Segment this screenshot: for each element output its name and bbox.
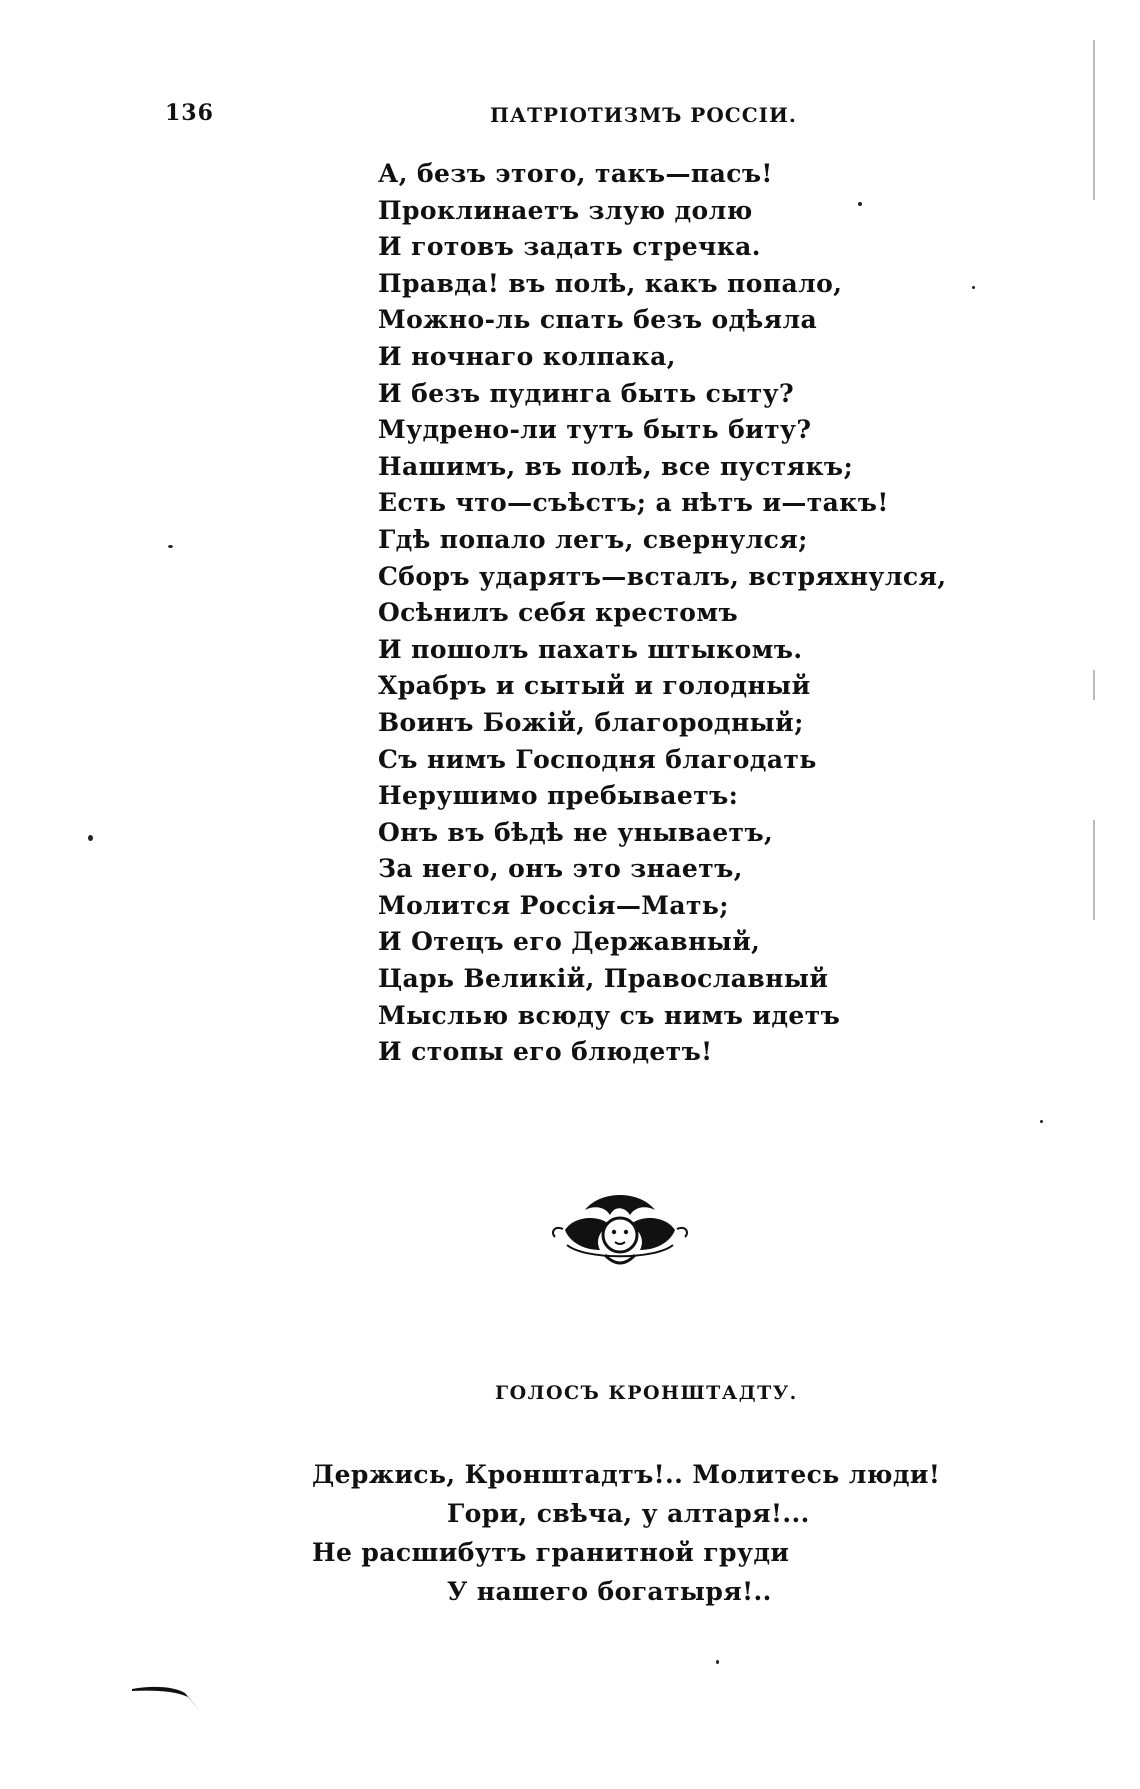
poem-line: Мудрено-ли тутъ быть биту? <box>378 415 812 445</box>
poem-line: Гори, свѣча, у алтаря!... <box>447 1499 810 1528</box>
second-poem-stanza <box>312 1455 940 1611</box>
poem-line: И ночнаго колпака, <box>378 341 676 371</box>
poem-line: И Отецъ его Державный, <box>378 927 761 957</box>
ink-speck <box>1040 1120 1043 1123</box>
scan-edge <box>1093 40 1095 200</box>
poem-line: Нерушимо пребываетъ: <box>378 781 739 811</box>
poem-body <box>378 156 946 1071</box>
poem-line: И пошолъ пахать штыкомъ. <box>378 634 803 664</box>
poem-line: И готовъ задать стречка. <box>378 232 761 262</box>
poem-line: Держись, Кронштадтъ!.. Молитесь люди! <box>312 1460 941 1489</box>
running-head: ПАТРІОТИЗМЪ РОССІИ. <box>490 103 797 127</box>
poem-line: Проклинаетъ злую долю <box>378 195 753 225</box>
ink-speck <box>858 202 862 206</box>
poem-line: За него, онъ это знаетъ, <box>378 854 743 884</box>
poem-line: Съ нимъ Господня благодать <box>378 744 817 774</box>
ink-speck <box>88 835 93 841</box>
poem-line: Гдѣ попало легъ, свернулся; <box>378 524 808 554</box>
poem-line: Храбръ и сытый и голодный <box>378 671 811 701</box>
poem-line: Осѣнилъ себя крестомъ <box>378 598 739 628</box>
scan-edge <box>1093 670 1095 700</box>
ink-speck <box>168 545 173 548</box>
poem-title: ГОЛОСЪ КРОНШТАДТУ. <box>495 1382 798 1404</box>
poem-line: У нашего богатыря!.. <box>447 1577 772 1606</box>
poem-line: Можно-ль спать безъ одѣяла <box>378 305 818 335</box>
poem-line: Онъ въ бѣдѣ не унываетъ, <box>378 817 774 847</box>
poem-line: Царь Великій, Православный <box>378 964 829 994</box>
poem-line: Молится Россія—Мать; <box>378 890 729 920</box>
poem-line: Мыслью всюду съ нимъ идетъ <box>378 1000 841 1030</box>
ink-speck <box>972 286 975 289</box>
poem-line: Есть что—съѣстъ; а нѣтъ и—такъ! <box>378 488 889 518</box>
scan-edge <box>1093 820 1095 920</box>
poem-line: Воинъ Божій, благородный; <box>378 707 804 737</box>
poem-line: Сборъ ударятъ—всталъ, встряхнулся, <box>378 561 947 591</box>
poem-line: И безъ пудинга быть сыту? <box>378 378 795 408</box>
pen-stroke-icon <box>130 1685 205 1719</box>
poem-line: И стопы его блюдетъ! <box>378 1037 713 1067</box>
poem-line: А, безъ этого, такъ—пасъ! <box>378 159 773 188</box>
page-number: 136 <box>165 100 214 126</box>
poem-line: Не расшибутъ гранитной груди <box>312 1538 790 1567</box>
ink-speck <box>716 1660 719 1664</box>
cherub-ornament-icon <box>545 1185 695 1279</box>
poem-line: Правда! въ полѣ, какъ попало, <box>378 268 843 298</box>
poem-line: Нашимъ, въ полѣ, все пустякъ; <box>378 451 854 481</box>
